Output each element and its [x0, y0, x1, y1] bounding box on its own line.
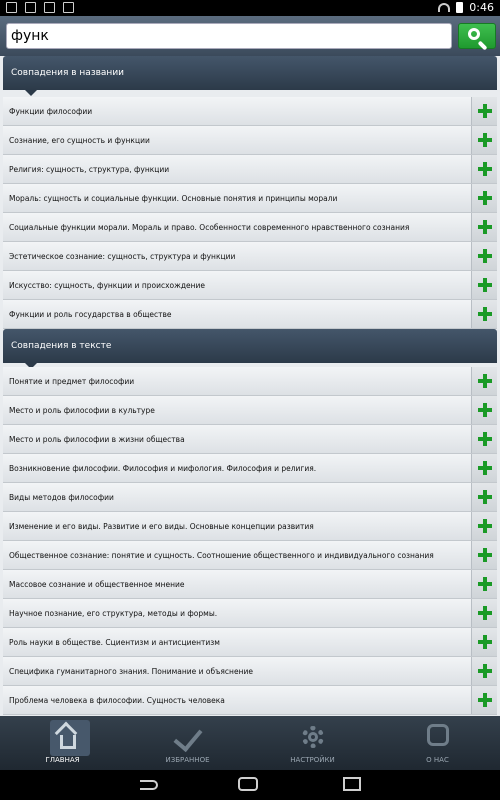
home-button-icon[interactable]	[238, 777, 258, 791]
list-item-label: Общественное сознание: понятие и сущность. Соотношение общественного и индивидуального сознания	[9, 551, 434, 560]
list-item[interactable]	[3, 454, 497, 483]
list-item[interactable]	[3, 483, 497, 512]
list-item[interactable]	[3, 126, 497, 155]
list-item[interactable]	[3, 512, 497, 541]
list-item-label: Функции и роль государства в обществе	[9, 310, 172, 319]
list-item-label: Место и роль философии в жизни общества	[9, 435, 185, 444]
tab-bar	[0, 716, 500, 770]
add-favorite-icon[interactable]	[471, 213, 497, 241]
add-favorite-icon[interactable]	[471, 454, 497, 482]
section-header-title-matches	[3, 56, 497, 90]
list-item-label: Эстетическое сознание: сущность, структура и функции	[9, 252, 236, 261]
list-item[interactable]	[3, 570, 497, 599]
tab-settings[interactable]	[250, 716, 375, 770]
status-bar	[0, 0, 500, 16]
tab-label: О НАС	[426, 756, 449, 764]
search-button[interactable]	[458, 23, 496, 49]
list-item-label: Проблема человека в философии. Сущность человека	[9, 696, 225, 705]
add-favorite-icon[interactable]	[471, 300, 497, 328]
add-favorite-icon[interactable]	[471, 483, 497, 511]
list-item[interactable]	[3, 271, 497, 300]
list-item[interactable]	[3, 657, 497, 686]
list-item[interactable]	[3, 599, 497, 628]
search-icon	[468, 28, 480, 40]
list-item[interactable]	[3, 628, 497, 657]
wifi-icon	[438, 3, 450, 12]
add-favorite-icon[interactable]	[471, 570, 497, 598]
add-favorite-icon[interactable]	[471, 686, 497, 714]
list-item-label: Сознание, его сущность и функции	[9, 136, 150, 145]
screenshot-icon	[6, 2, 17, 13]
list-item[interactable]	[3, 396, 497, 425]
tab-label: НАСТРОЙКИ	[290, 756, 335, 764]
tab-label: ИЗБРАННОЕ	[165, 756, 210, 764]
home-icon	[46, 720, 80, 754]
tab-label: ГЛАВНАЯ	[45, 756, 80, 764]
add-favorite-icon[interactable]	[471, 541, 497, 569]
list-item[interactable]	[3, 184, 497, 213]
section-title: Совпадения в названии	[11, 68, 125, 78]
add-favorite-icon[interactable]	[471, 599, 497, 627]
gear-icon	[296, 720, 330, 754]
add-favorite-icon[interactable]	[471, 425, 497, 453]
add-favorite-icon[interactable]	[471, 367, 497, 395]
add-favorite-icon[interactable]	[471, 97, 497, 125]
checkmark-icon	[171, 720, 205, 754]
list-item-label: Специфика гуманитарного знания. Понимание и объяснение	[9, 667, 253, 676]
list-item-label: Виды методов философии	[9, 493, 114, 502]
battery-icon	[456, 2, 463, 13]
list-item[interactable]	[3, 686, 497, 715]
add-favorite-icon[interactable]	[471, 126, 497, 154]
add-favorite-icon[interactable]	[471, 242, 497, 270]
tab-favorites[interactable]	[125, 716, 250, 770]
list-item[interactable]	[3, 425, 497, 454]
results-list[interactable]	[0, 56, 500, 716]
list-item-label: Изменение и его виды. Развитие и его виды. Основные концепции развития	[9, 522, 314, 531]
add-favorite-icon[interactable]	[471, 271, 497, 299]
list-item[interactable]	[3, 242, 497, 271]
list-item-label: Мораль: сущность и социальные функции. Основные понятия и принципы морали	[9, 194, 338, 203]
list-item-label: Понятие и предмет философии	[9, 377, 135, 386]
list-item-label: Место и роль философии в культуре	[9, 406, 155, 415]
search-bar	[0, 16, 500, 56]
list-item-label: Религия: сущность, структура, функции	[9, 165, 170, 174]
list-item-label: Роль науки в обществе. Сциентизм и антисциентизм	[9, 638, 220, 647]
download-icon	[25, 2, 36, 13]
list-item-label: Массовое сознание и общественное мнение	[9, 580, 185, 589]
section-header-text-matches	[3, 329, 497, 363]
list-item-label: Возникновение философии. Философия и мифология. Философия и религия.	[9, 464, 317, 473]
add-favorite-icon[interactable]	[471, 155, 497, 183]
list-item[interactable]	[3, 155, 497, 184]
list-item-label: Социальные функции морали. Мораль и право. Особенности современного нравственного сознания	[9, 223, 410, 232]
list-item[interactable]	[3, 541, 497, 570]
recent-apps-icon[interactable]	[343, 777, 361, 791]
add-favorite-icon[interactable]	[471, 184, 497, 212]
add-favorite-icon[interactable]	[471, 628, 497, 656]
back-icon[interactable]	[140, 780, 158, 790]
list-item[interactable]	[3, 367, 497, 396]
list-item[interactable]	[3, 300, 497, 329]
list-item[interactable]	[3, 97, 497, 126]
list-item[interactable]	[3, 213, 497, 242]
tab-about[interactable]	[375, 716, 500, 770]
about-icon	[421, 720, 455, 754]
add-favorite-icon[interactable]	[471, 657, 497, 685]
clock: 0:46	[469, 1, 494, 14]
add-favorite-icon[interactable]	[471, 396, 497, 424]
tab-home[interactable]	[0, 716, 125, 770]
list-item-label: Искусство: сущность, функции и происхождение	[9, 281, 206, 290]
section-title: Совпадения в тексте	[11, 341, 112, 351]
clipboard-icon	[44, 2, 55, 13]
add-favorite-icon[interactable]	[471, 512, 497, 540]
notification-icons	[6, 2, 74, 13]
play-store-icon	[63, 2, 74, 13]
system-nav-bar	[0, 770, 500, 800]
search-input[interactable]	[6, 23, 452, 49]
list-item-label: Научное познание, его структура, методы и формы.	[9, 609, 218, 618]
list-item-label: Функции философии	[9, 107, 93, 116]
